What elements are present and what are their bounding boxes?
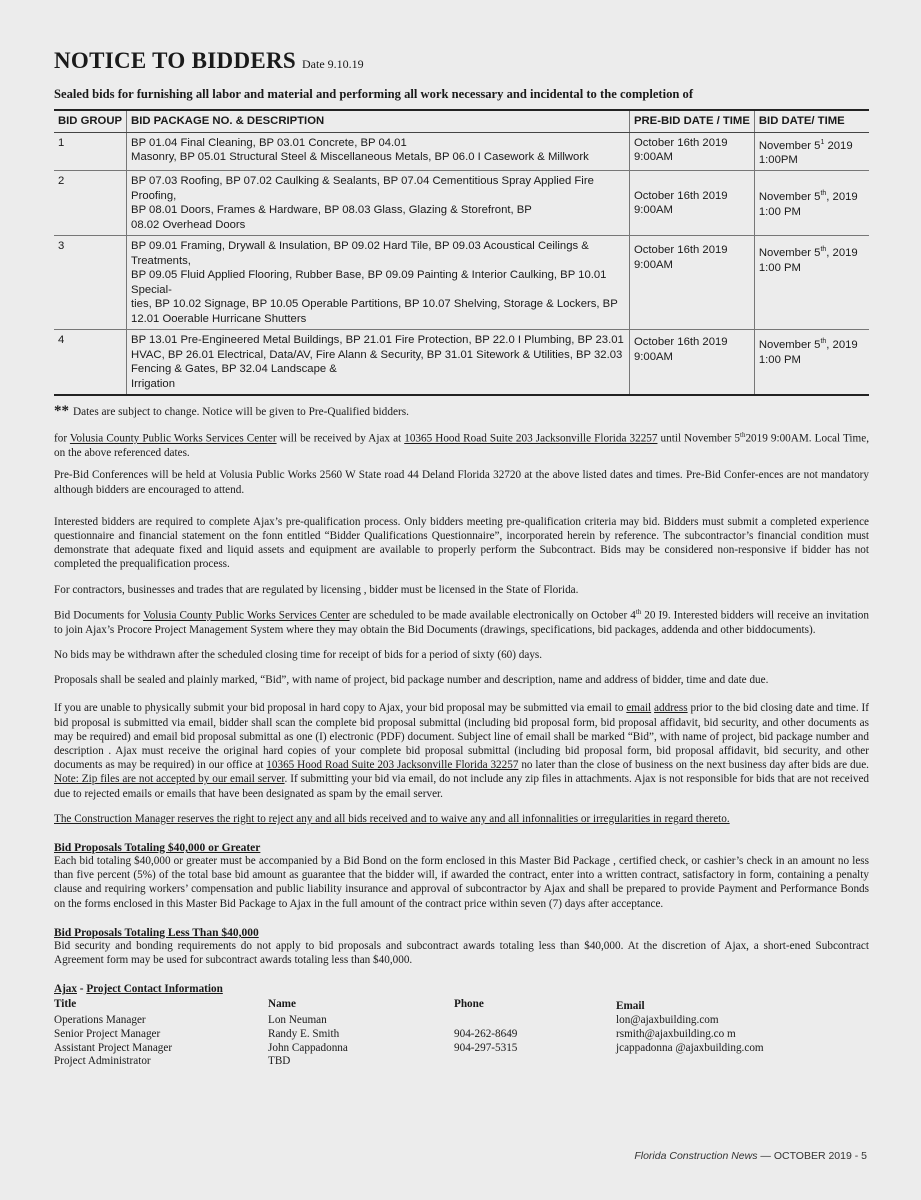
reject-rights-paragraph: The Construction Manager reserves the right to reject any and all bids received and to waive any and all infonnalities or irregularities in regard thereto. [54, 812, 730, 825]
contact-heading: Ajax - Project Contact Information [54, 983, 223, 996]
bid-date-cell: November $5^1$ 2019 1:00PM [754, 132, 869, 171]
proposal-marking-paragraph: Proposals shall be sealed and plainly marked, “Bid”, with name of project, bid package number and description, name and address of bidder, time and date due. [54, 674, 769, 687]
prebid-cell: October 16th 2019 9:00AM [629, 330, 754, 396]
bid-table-header [54, 110, 869, 132]
table-row [54, 171, 869, 236]
contact-phone: 904-262-8649 [454, 1027, 518, 1040]
withdrawal-paragraph: No bids may be withdrawn after the scheduled closing time for receipt of bids for a period of sixty (60) days. [54, 648, 543, 661]
contact-information [54, 983, 869, 1069]
contact-phone [454, 1014, 616, 1028]
bid-receipt-paragraph: for Volusia County Public Works Services Center will be received by Ajax at 10365 Hood Road Suite 203 Jacksonville Florida 32257 until November 5th2019 9:00AM. Local Time, on the above referenced dates. [54, 431, 870, 460]
prequalification-paragraph: Interested bidders are required to complete Ajax’s pre-qualification process. Only bidders meeting pre-qualification criteria may bid. Bidders must submit a completed experience questionnaire and financial statement on the fonn entitled “Bidder Qualifications Questionnaire”, incorporated herein by reference. The subcontractor’s financial condition must demonstrate that adequate fixed and liquid assets and equipment are available to properly perform the Subcontract. Bids may be considered non-responsive if bidder has not completed the prequalification process. [54, 515, 869, 571]
prebid-cell: October 16th 2019 9:00AM [629, 171, 754, 236]
contact-table [54, 998, 869, 1069]
notice-page [54, 48, 869, 1069]
description-cell: BP 13.01 Pre-Engineered Metal Buildings, BP 21.01 Fire Protection, BP 22.0 I Plumbing, BP 23.01 HVAC, BP 26.01 Electrical, Data/AV, Fire Alann & Security, BP 31.01 Sitework & Utilities, BP 32.03 Fencing & Gates, BP 32.04 Landscape & Irrigation [127, 330, 630, 396]
email-submission-paragraph: If you are unable to physically submit your bid proposal in hard copy to Ajax, your bid proposal may be submitted via email to email address prior to the bid closing date and time. If bid proposal is submitted via email, bidder shall scan the complete bid proposal submittal (including bid proposal form, bid proposal affidavit, bid security, and other documents as may be required) and email bid proposal submittal as one (I) electronic (PDF) document. Subject line of email shall be marked “Bid”, with name of project, bid package number and description . Ajax must receive the original hard copies of your complete bid proposal submittal (including bid proposal form, bid proposal affidavit, bid security, and other documents as may be required) in our office at 10365 Hood Road Suite 203 Jacksonville Florida 32257 no later than the close of business on the next business day after bids are due. Note: Zip files are not accepted by our email server. If submitting your bid via email, do not include any zip files in attachments. Ajax is not responsible for bids that are not received due to rejected emails or emails that have been designated as spam by the email server. [54, 702, 870, 800]
section-heading-40k-greater: Bid Proposals Totaling $40,000 or Greater [54, 842, 261, 854]
contact-name: Randy E. Smith [268, 1027, 340, 1040]
description-cell: BP 09.01 Framing, Drywall & Insulation, BP 09.02 Hard Tile, BP 09.03 Acoustical Ceilings & Treatments, BP 09.05 Fluid Applied Flooring, Rubber Base, BP 09.09 Painting & Interior Caulking, BP 10.01 Special- ties, BP 10.02 Signage, BP 10.05 Operable Partitions, BP 10.07 Shelving, Storage & Lockers, BP 12.01 Ooerable Hurricane Shutters [127, 236, 630, 330]
contact-email [616, 1055, 869, 1069]
contact-col-name: Name [268, 998, 296, 1011]
contact-name: TBD [268, 1055, 291, 1068]
bid-date-cell: November 5th, 2019 1:00 PM [754, 171, 869, 236]
table-row [54, 330, 869, 396]
contact-email[interactable]: rsmith@ajaxbuilding.co m [616, 1027, 736, 1040]
bid-group-cell: 2 [54, 171, 127, 236]
bid-documents-paragraph: Bid Documents for Volusia County Public Works Services Center are scheduled to be made available electronically on October 4th 20 I9. Interested bidders will receive an invitation to join Ajax’s Procore Project Management System where they may obtain the Bid Documents (drawings, specifications, bid packages, addenda and other biddocuments). [54, 607, 869, 636]
contact-phone: 904-297-5315 [454, 1041, 518, 1054]
subtitle: Sealed bids for furnishing all labor and material and performing all work necessary and incidental to the completion of [54, 87, 694, 101]
bid-table [54, 109, 869, 396]
contact-email[interactable]: jcappadonna @ajaxbuilding.com [616, 1041, 764, 1054]
contact-name: John Cappadonna [268, 1041, 348, 1054]
bid-group-cell: 4 [54, 330, 127, 396]
col-bid-group: BID GROUP [54, 110, 127, 132]
contact-title: Assistant Project Manager [54, 1041, 173, 1054]
contact-title: Project Administrator [54, 1055, 151, 1068]
section-heading-40k-less: Bid Proposals Totaling Less Than $40,000 [54, 926, 259, 939]
prebid-cell: October 16th 2019 9:00AM [629, 132, 754, 171]
issue-page: — OCTOBER 2019 - 5 [757, 1150, 867, 1162]
contact-col-email: Email [616, 1000, 645, 1013]
contact-name: Lon Neuman [268, 1014, 327, 1027]
section-text-40k-greater: Each bid totaling $40,000 or greater must be accompanied by a Bid Bond on the form enclosed in this Master Bid Package , certified check, or cashier’s check in an amount no less than five percent (5%) of the total base bid amount as guarantee that the bidder will, if awarded the contract, enter into a written contract, satisfactory in form, containing a penalty clause and requiring workers’ compensation and public liability insurance and approval of subcontractor by Ajax and shall be prepared to provide Payment and Performance Bonds on the forms enclosed in this Master Bid Package to Ajax in the full amount of the contract price within seven (7) days after acceptance. [54, 855, 869, 910]
notice-date: Date 9.10.19 [302, 57, 364, 71]
description-cell: BP 01.04 Final Cleaning, BP 03.01 Concrete, BP 04.01 Masonry, BP 05.01 Structural Steel & Miscellaneous Metals, BP 06.0 I Casework & Millwork [127, 132, 630, 171]
contact-col-title: Title [54, 998, 77, 1011]
bid-group-cell: 1 [54, 132, 127, 171]
page-footer [634, 1150, 867, 1162]
col-prebid: PRE-BID DATE / TIME [629, 110, 754, 132]
prebid-cell: October 16th 2019 9:00AM [629, 236, 754, 330]
publication-name: Florida Construction News [634, 1150, 758, 1162]
bid-group-cell: 3 [54, 236, 127, 330]
prebid-conference-paragraph: Pre-Bid Conferences will be held at Volusia Public Works 2560 W State road 44 Deland Florida 32720 at the above listed dates and times. Pre-Bid Confer-ences are not mandatory although bidders are encouraged to attend. [54, 469, 869, 496]
licensing-paragraph: For contractors, businesses and trades that are regulated by licensing , bidder must be licensed in the State of Florida. [54, 583, 579, 596]
dates-note: ** Dates are subject to change. Notice will be given to Pre-Qualified bidders. [54, 403, 409, 420]
table-row [54, 132, 869, 171]
page-title: NOTICE TO BIDDERS Date 9.10.19 [54, 48, 364, 73]
contact-title: Senior Project Manager [54, 1027, 161, 1040]
section-text-40k-less: Bid security and bonding requirements do not apply to bid proposals and subcontract awards totaling less than $40,000. At the discretion of Ajax, a short-ened Subcontract Agreement form may be used for subcontract awards totaling less than $40,000. [54, 939, 869, 967]
contact-email[interactable]: lon@ajaxbuilding.com [616, 1014, 719, 1027]
contact-title: Operations Manager [54, 1014, 146, 1027]
table-row [54, 236, 869, 330]
description-cell: BP 07.03 Roofing, BP 07.02 Caulking & Sealants, BP 07.04 Cementitious Spray Applied Fire Proofing, BP 08.01 Doors, Frames & Hardware, BP 08.03 Glass, Glazing & Storefront, BP 08.02 Overhead Doors [127, 171, 630, 236]
col-bid-date: BID DATE/ TIME [754, 110, 869, 132]
contact-col-phone: Phone [454, 998, 484, 1011]
bid-date-cell: November 5th, 2019 1:00 PM [754, 236, 869, 330]
contact-phone [454, 1055, 616, 1069]
col-description: BID PACKAGE NO. & DESCRIPTION [127, 110, 630, 132]
bid-date-cell: November 5th, 2019 1:00 PM [754, 330, 869, 396]
